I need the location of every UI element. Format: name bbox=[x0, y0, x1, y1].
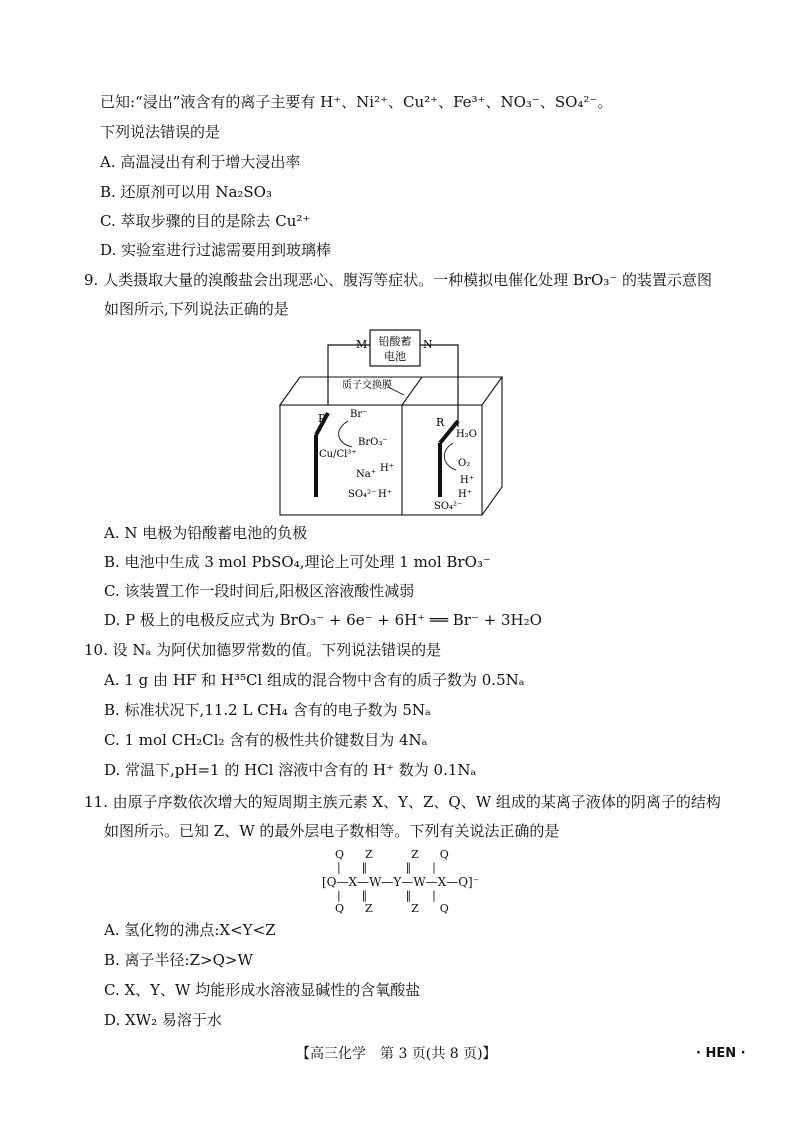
label-cucl: Cu/Cl³⁺ bbox=[319, 449, 357, 460]
label-so4-left: SO₄²⁻ bbox=[348, 489, 377, 500]
anion-structure bbox=[322, 848, 502, 916]
q10-stem: 10. 设 Nₐ 为阿伏加德罗常数的值。下列说法错误的是 bbox=[84, 641, 442, 659]
intro-option-d: D. 实验室进行过滤需要用到玻璃棒 bbox=[100, 241, 332, 259]
q10-option-b: B. 标准状况下,11.2 L CH₄ 含有的电子数为 5Nₐ bbox=[104, 701, 431, 719]
structure-main-chain: [Q—X—W—Y—W—X—Q]⁻ bbox=[322, 875, 480, 889]
battery-label-1: 铅酸蓄 bbox=[378, 335, 412, 348]
q9-stem-line1: 9. 人类摄取大量的溴酸盐会出现恶心、腹泻等症状。一种模拟电催化处理 BrO₃⁻ 的装置示意图 bbox=[84, 271, 713, 289]
q11-option-a: A. 氢化物的沸点:X<Y<Z bbox=[104, 921, 276, 939]
structure-top-row: Q Z Z Q bbox=[335, 848, 449, 861]
intro-option-a: A. 高温浸出有利于增大浸出率 bbox=[100, 153, 301, 171]
label-h-right-1: H⁺ bbox=[460, 475, 474, 486]
page-footer: 【高三化学 第 3 页(共 8 页)】 bbox=[296, 1046, 497, 1062]
q9-option-d: D. P 极上的电极反应式为 BrO₃⁻ + 6e⁻ + 6H⁺ ══ Br⁻ + 3H₂O bbox=[104, 611, 542, 629]
q11-stem-line2: 如图所示。已知 Z、W 的最外层电子数相等。下列有关说法正确的是 bbox=[104, 822, 560, 840]
intro-option-b: B. 还原剂可以用 Na₂SO₃ bbox=[100, 183, 272, 201]
membrane-label: 质子交换膜 bbox=[342, 380, 392, 391]
footer-mark: · HEN · bbox=[696, 1046, 746, 1061]
battery-label-2: 电池 bbox=[384, 350, 406, 363]
q10-option-a: A. 1 g 由 HF 和 H³⁵Cl 组成的混合物中含有的质子数为 0.5Nₐ bbox=[104, 671, 525, 689]
label-n: N bbox=[423, 338, 433, 351]
q11-option-d: D. XW₂ 易溶于水 bbox=[104, 1011, 222, 1029]
label-r: R bbox=[436, 416, 445, 429]
label-na: Na⁺ bbox=[356, 469, 376, 480]
label-h2o: H₂O bbox=[456, 429, 477, 440]
structure-top-bonds: | ‖ ‖ | bbox=[337, 861, 436, 874]
structure-bottom-bonds: | ‖ ‖ | bbox=[337, 889, 436, 902]
label-m: M bbox=[356, 338, 368, 351]
label-h-left-2: H⁺ bbox=[378, 489, 392, 500]
label-h-right-2: H⁺ bbox=[458, 489, 472, 500]
q11-stem-line1: 11. 由原子序数依次增大的短周期主族元素 X、Y、Z、Q、W 组成的某离子液体的阴离子的结构 bbox=[84, 793, 721, 811]
label-bro3: BrO₃⁻ bbox=[358, 437, 388, 448]
q9-stem-line2: 如图所示,下列说法正确的是 bbox=[104, 300, 289, 318]
q11-option-c: C. X、Y、W 均能形成水溶液显碱性的含氧酸盐 bbox=[104, 981, 421, 999]
structure-bottom-row: Q Z Z Q bbox=[335, 902, 449, 915]
intro-known: 已知:“浸出”液含有的离子主要有 H⁺、Ni²⁺、Cu²⁺、Fe³⁺、NO₃⁻、SO₄²⁻。 bbox=[100, 93, 613, 111]
label-br: Br⁻ bbox=[350, 409, 368, 420]
q9-option-b: B. 电池中生成 3 mol PbSO₄,理论上可处理 1 mol BrO₃⁻ bbox=[104, 553, 491, 571]
label-p: P bbox=[318, 412, 326, 425]
label-o2: O₂ bbox=[458, 458, 471, 469]
label-so4-right: SO₄²⁻ bbox=[434, 501, 463, 512]
intro-stem: 下列说法错误的是 bbox=[100, 123, 221, 141]
q9-option-c: C. 该装置工作一段时间后,阳极区溶液酸性减弱 bbox=[104, 582, 415, 600]
q10-option-d: D. 常温下,pH=1 的 HCl 溶液中含有的 H⁺ 数为 0.1Nₐ bbox=[104, 761, 477, 779]
q11-option-b: B. 离子半径:Z>Q>W bbox=[104, 951, 253, 969]
intro-option-c: C. 萃取步骤的目的是除去 Cu²⁺ bbox=[100, 212, 311, 230]
q9-option-a: A. N 电极为铅酸蓄电池的负极 bbox=[104, 524, 308, 542]
electrolysis-diagram bbox=[270, 325, 510, 520]
q10-option-c: C. 1 mol CH₂Cl₂ 含有的极性共价键数目为 4Nₐ bbox=[104, 731, 428, 749]
label-h-left-1: H⁺ bbox=[380, 463, 394, 474]
